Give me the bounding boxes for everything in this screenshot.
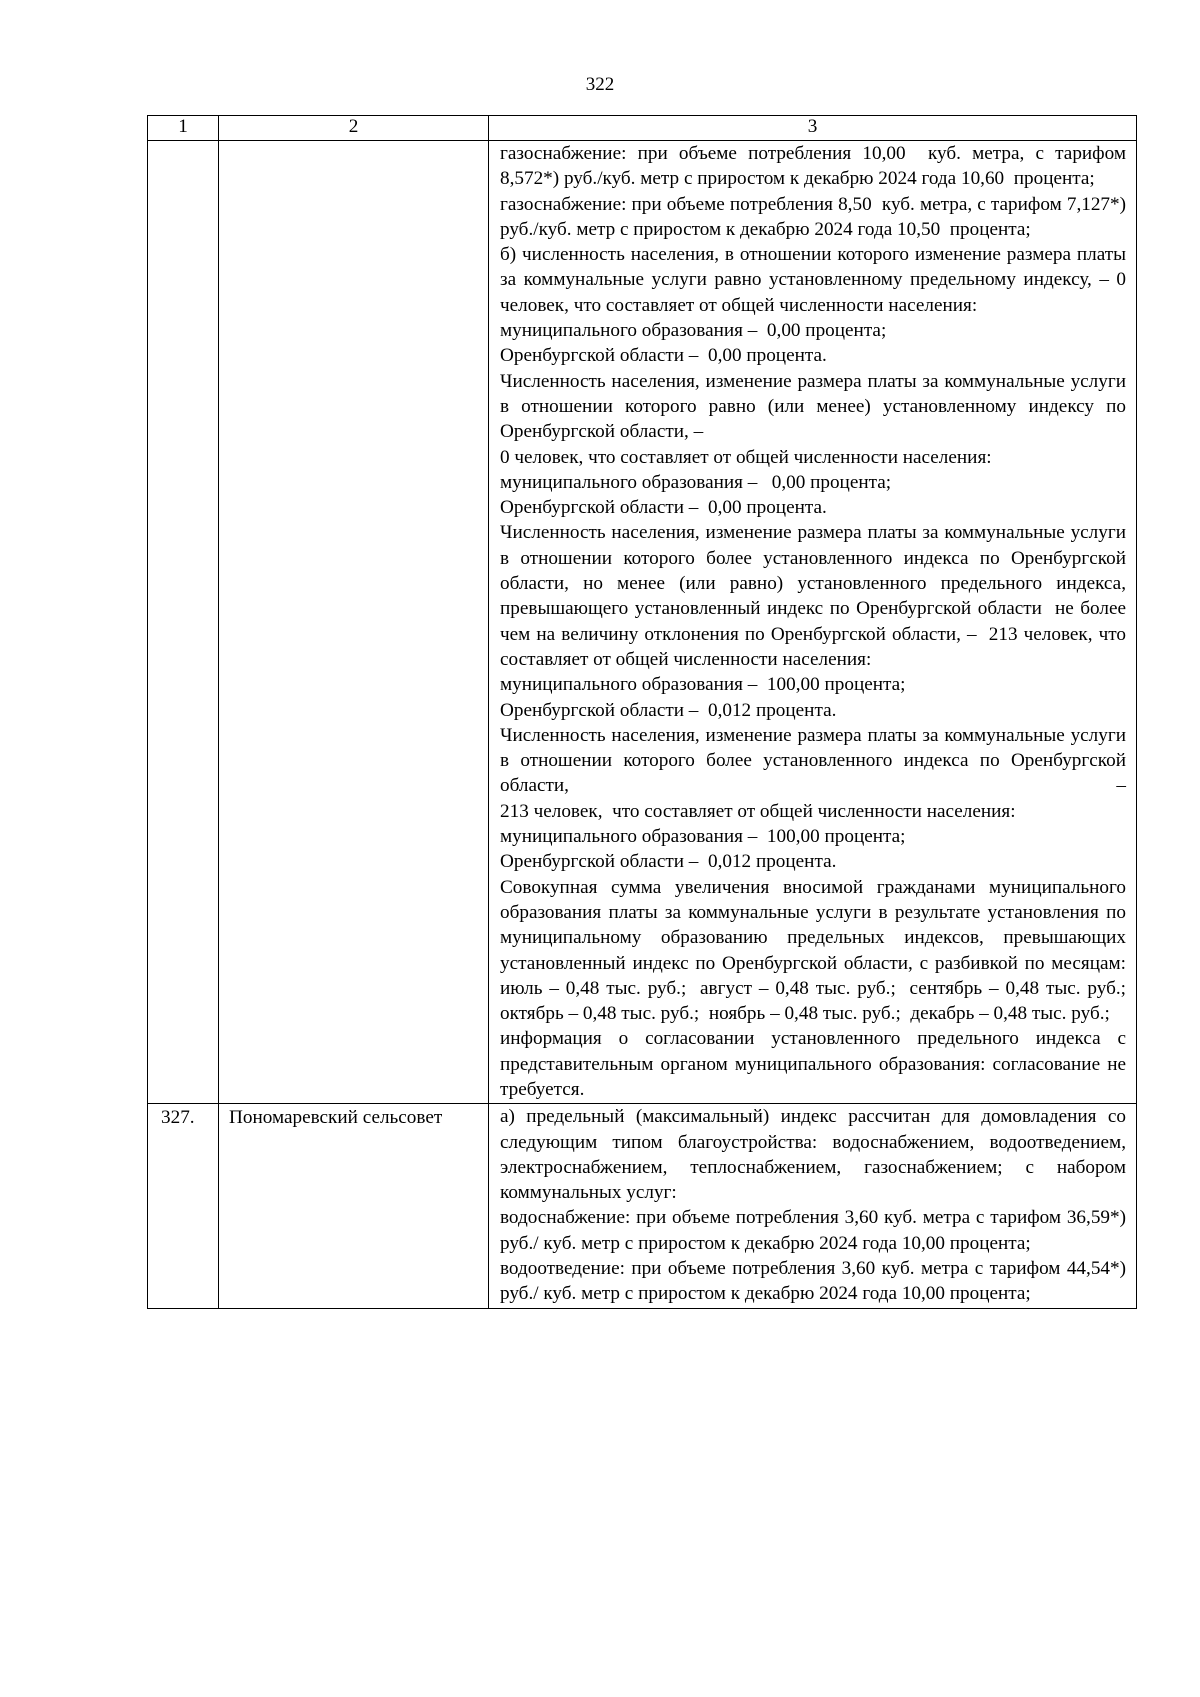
- paragraph: информация о согласовании установленного предельного индекса с представительным органом муниципального образования: согласование не требуется.: [500, 1028, 1131, 1100]
- table-header-row: [148, 116, 1137, 141]
- paragraph: Численность населения, изменение размера платы за коммунальные услуги в отношении которого более установленного индекса по Оренбургской области, но менее (или равно) установленного предельного индекса, превышающего установленный индекс по Оренбургской области не более чем на величину отклонения по Оренбургской области, – 213 человек, что составляет от общей численности населения:: [500, 522, 1131, 670]
- paragraph: 0 человек, что составляет от общей численности населения:: [500, 446, 992, 468]
- municipality-name-cell: Пономаревский сельсовет: [219, 1104, 489, 1308]
- paragraph: Совокупная сумма увеличения вносимой гражданами муниципального образования платы за коммунальные услуги в результате установления по муниципальному образованию предельных индексов, превышающих установленный индекс по Оренбургской области, с разбивкой по месяцам: июль – 0,48 тыс. руб.; август – 0,48 тыс. руб.; сентябрь – 0,48 тыс. руб.; октябрь – 0,48 тыс. руб.; ноябрь – 0,48 тыс. руб.; декабрь – 0,48 тыс. руб.;: [500, 876, 1136, 1025]
- paragraph: водоснабжение: при объеме потребления 3,60 куб. метра с тарифом 36,59*) руб./ куб. метр с приростом к декабрю 2024 года 10,00 процента;: [500, 1207, 1131, 1254]
- municipality-name-cell: [219, 141, 489, 1104]
- paragraph: водоотведение: при объеме потребления 3,60 куб. метра с тарифом 44,54*) руб./ куб. метр с приростом к декабрю 2024 года 10,00 процента;: [500, 1258, 1131, 1305]
- paragraph: муниципального образования – 0,00 процента;: [500, 471, 892, 493]
- paragraph: 213 человек, что составляет от общей численности населения:: [500, 800, 1016, 822]
- paragraph: б) численность населения, в отношении которого изменение размера платы за коммунальные услуги равно установленному предельному индексу, – 0 человек, что составляет от общей численности населения:: [500, 244, 1131, 316]
- description-cell: [489, 141, 1137, 1104]
- paragraph: Оренбургской области – 0,012 процента.: [500, 699, 837, 721]
- document-table: [147, 115, 1137, 1309]
- paragraph: Оренбургской области – 0,00 процента.: [500, 345, 827, 367]
- paragraph: Оренбургской области – 0,00 процента.: [500, 497, 827, 519]
- row-number-cell: 327.: [148, 1104, 219, 1308]
- table-row: [148, 1104, 1137, 1308]
- paragraph: муниципального образования – 0,00 процента;: [500, 320, 887, 342]
- table-row: [148, 141, 1137, 1104]
- column-header-1: 1: [148, 116, 219, 141]
- paragraph: а) предельный (максимальный) индекс рассчитан для домовладения со следующим типом благоустройства: водоснабжением, водоотведением, электроснабжением, теплоснабжением, газоснабжением; с набором коммунальных услуг:: [500, 1106, 1131, 1204]
- paragraph: муниципального образования – 100,00 процента;: [500, 674, 906, 696]
- page-number: 322: [585, 74, 615, 95]
- paragraph: газоснабжение: при объеме потребления 10,00 куб. метра, с тарифом 8,572*) руб./куб. метр с приростом к декабрю 2024 года 10,60 процента;: [500, 143, 1131, 190]
- paragraph: Оренбургской области – 0,012 процента.: [500, 851, 837, 873]
- paragraph: Численность населения, изменение размера платы за коммунальные услуги в отношении которого более установленного индекса по Оренбургской области, –: [500, 724, 1131, 797]
- column-header-2: 2: [219, 116, 489, 141]
- paragraph: муниципального образования – 100,00 процента;: [500, 826, 906, 848]
- paragraph: газоснабжение: при объеме потребления 8,50 куб. метра, с тарифом 7,127*) руб./куб. метр с приростом к декабрю 2024 года 10,50 процента;: [500, 193, 1131, 240]
- description-cell: [489, 1104, 1137, 1308]
- row-number-cell: [148, 141, 219, 1104]
- paragraph: Численность населения, изменение размера платы за коммунальные услуги в отношении которого равно (или менее) установленному индексу по Оренбургской области, –: [500, 370, 1131, 443]
- column-header-3: 3: [489, 116, 1137, 141]
